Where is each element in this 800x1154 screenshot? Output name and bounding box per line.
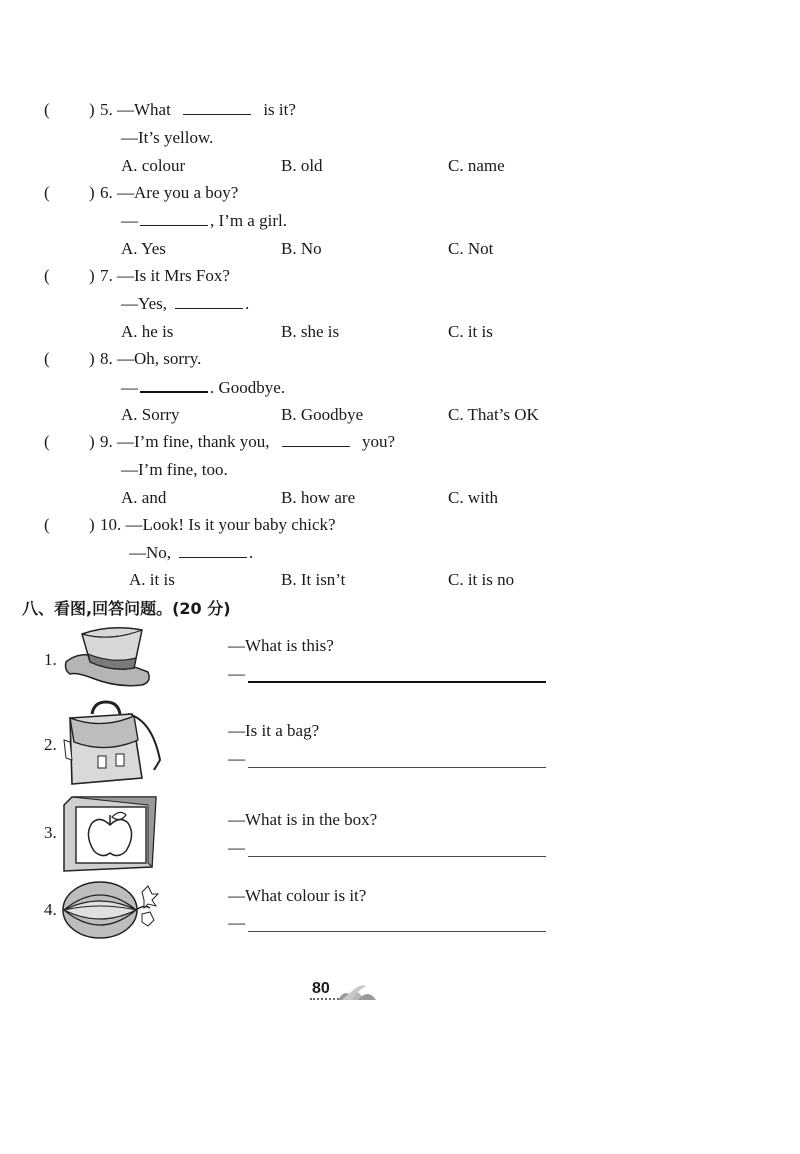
section-title: 八、看图,回答问题。(20 分) — [22, 599, 231, 618]
option-b: B. she is — [281, 322, 340, 341]
question-number: 8. — [100, 349, 113, 368]
item-number: 1. — [44, 650, 57, 669]
answer-paren-close: ) — [89, 515, 95, 534]
grass-decoration-icon — [336, 982, 380, 1002]
question-number: 10. — [100, 515, 122, 534]
item-number: 3. — [44, 823, 57, 842]
answer-blank[interactable] — [175, 294, 243, 309]
option-a: A. and — [121, 488, 167, 507]
question-text: —What is this? — [228, 636, 334, 655]
option-c: C. Not — [448, 239, 494, 258]
answer-paren-open: ( — [44, 349, 50, 368]
question-text: is it? — [263, 100, 296, 119]
answer-paren-open: ( — [44, 100, 50, 119]
option-c: C. That’s OK — [448, 405, 539, 424]
item-number: 2. — [44, 735, 57, 754]
option-a: A. Yes — [121, 239, 166, 258]
answer-line[interactable] — [248, 931, 546, 932]
response-text: —Yes, — [121, 294, 167, 313]
question-text: —What colour is it? — [228, 886, 367, 905]
response-text: —No, — [129, 543, 172, 562]
question-text: —Is it a bag? — [228, 721, 320, 740]
option-a: A. he is — [121, 322, 174, 341]
question-text: —What is in the box? — [228, 810, 378, 829]
option-b: B. how are — [281, 488, 356, 507]
page-number: 80 — [312, 980, 330, 997]
answer-paren-close: ) — [89, 349, 95, 368]
answer-blank[interactable] — [179, 543, 247, 558]
option-a: A. it is — [129, 570, 175, 589]
question-number: 7. — [100, 266, 113, 285]
question-text: —I’m fine, thank you, — [117, 432, 270, 451]
answer-dash: — — [228, 664, 245, 683]
answer-blank[interactable] — [140, 377, 208, 393]
answer-dash: — — [228, 838, 245, 857]
answer-blank[interactable] — [183, 100, 251, 115]
question-number: 5. — [100, 100, 113, 119]
answer-dash: — — [228, 913, 245, 932]
answer-dash: — — [228, 749, 245, 768]
response-text: . — [245, 294, 250, 313]
hat-icon — [62, 622, 154, 690]
response-text: —I’m fine, too. — [121, 460, 228, 479]
option-b: B. old — [281, 156, 323, 175]
apple-in-box-icon — [62, 795, 158, 873]
answer-line[interactable] — [248, 681, 546, 683]
question-text: —Are you a boy? — [117, 183, 239, 202]
option-b: B. No — [281, 239, 322, 258]
option-c: C. it is no — [448, 570, 515, 589]
option-a: A. Sorry — [121, 405, 180, 424]
question-text: —Oh, sorry. — [117, 349, 202, 368]
option-c: C. with — [448, 488, 499, 507]
option-a: A. colour — [121, 156, 186, 175]
answer-paren-open: ( — [44, 266, 50, 285]
question-number: 9. — [100, 432, 113, 451]
response-text: . — [249, 543, 254, 562]
bag-icon — [62, 700, 170, 790]
response-text: . Goodbye. — [210, 378, 286, 397]
answer-line[interactable] — [248, 856, 546, 857]
response-text: , I’m a girl. — [210, 211, 287, 230]
question-text: —Look! Is it your baby chick? — [125, 515, 336, 534]
answer-blank[interactable] — [140, 211, 208, 226]
response-text: — — [121, 211, 138, 230]
response-text: — — [121, 378, 138, 397]
answer-paren-close: ) — [89, 432, 95, 451]
answer-paren-close: ) — [89, 183, 95, 202]
question-text: you? — [362, 432, 396, 451]
answer-paren-open: ( — [44, 183, 50, 202]
answer-blank[interactable] — [282, 432, 350, 447]
question-text: —Is it Mrs Fox? — [117, 266, 230, 285]
response-text: —It’s yellow. — [121, 128, 214, 147]
watermelon-icon — [62, 878, 162, 942]
option-b: B. Goodbye — [281, 405, 364, 424]
option-c: C. it is — [448, 322, 493, 341]
question-text: —What — [117, 100, 171, 119]
answer-paren-open: ( — [44, 515, 50, 534]
answer-paren-open: ( — [44, 432, 50, 451]
answer-paren-close: ) — [89, 266, 95, 285]
answer-paren-close: ) — [89, 100, 95, 119]
question-number: 6. — [100, 183, 113, 202]
answer-line[interactable] — [248, 767, 546, 768]
item-number: 4. — [44, 900, 57, 919]
option-b: B. It isn’t — [281, 570, 346, 589]
option-c: C. name — [448, 156, 505, 175]
